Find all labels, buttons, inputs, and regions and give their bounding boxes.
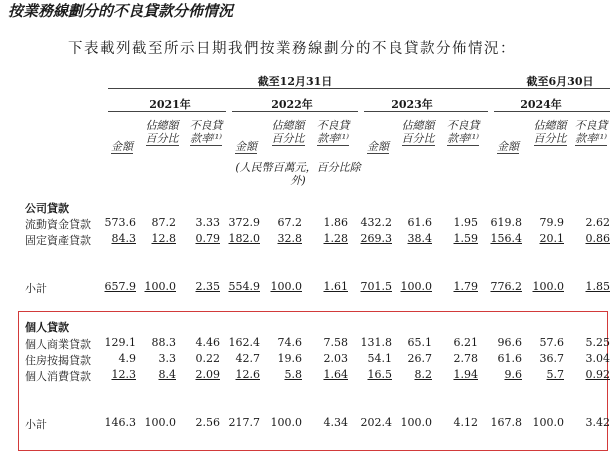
year-rule-2021 xyxy=(108,111,226,112)
row-label: 流動資金貸款 xyxy=(25,218,91,231)
table-cell: 19.6 xyxy=(277,352,302,365)
table-cell: 182.0 xyxy=(228,232,260,245)
table-cell: 217.7 xyxy=(228,416,260,429)
table-row xyxy=(0,232,615,246)
table-cell: 9.6 xyxy=(504,368,522,381)
row-label: 小計 xyxy=(25,282,47,295)
col-npl-2021: 不良貸 款率⁽¹⁾ xyxy=(189,119,223,145)
table-cell: 4.12 xyxy=(453,416,478,429)
personal-title: 個人貸款 xyxy=(25,321,69,334)
table-cell: 573.6 xyxy=(104,216,136,229)
row-label: 住房按揭貸款 xyxy=(25,354,91,367)
table-cell: 3.04 xyxy=(585,352,610,365)
table-cell: 88.3 xyxy=(151,336,176,349)
table-cell: 3.33 xyxy=(195,216,220,229)
table-cell: 32.8 xyxy=(277,232,302,245)
table-cell: 2.78 xyxy=(453,352,478,365)
table-cell: 100.0 xyxy=(144,280,176,293)
table-cell: 1.61 xyxy=(323,280,348,293)
col-amount-2021: 金額 xyxy=(111,140,133,153)
table-cell: 554.9 xyxy=(228,280,260,293)
year-2022: 2022年 xyxy=(271,98,313,111)
table-cell: 20.1 xyxy=(539,232,564,245)
header-dec31-rule xyxy=(108,88,498,89)
col-pct-2023: 佔總額 百分比 xyxy=(401,119,435,145)
table-cell: 38.4 xyxy=(407,232,432,245)
table-cell: 5.8 xyxy=(284,368,302,381)
table-cell: 776.2 xyxy=(490,280,522,293)
table-cell: 54.1 xyxy=(367,352,392,365)
col-amount-2022: 金額 xyxy=(235,140,257,153)
table-cell: 5.7 xyxy=(546,368,564,381)
table-cell: 129.1 xyxy=(104,336,136,349)
corporate-title: 公司貸款 xyxy=(25,202,69,215)
table-cell: 0.22 xyxy=(195,352,220,365)
table-cell: 1.95 xyxy=(453,216,478,229)
table-cell: 131.8 xyxy=(360,336,392,349)
table-cell: 61.6 xyxy=(497,352,522,365)
col-npl-2023: 不良貸 款率⁽¹⁾ xyxy=(446,119,480,145)
table-cell: 36.7 xyxy=(539,352,564,365)
table-cell: 146.3 xyxy=(104,416,136,429)
table-cell: 162.4 xyxy=(228,336,260,349)
year-rule-2022 xyxy=(232,111,358,112)
table-cell: 372.9 xyxy=(228,216,260,229)
table-cell: 432.2 xyxy=(360,216,392,229)
col-pct-2021: 佔總額 百分比 xyxy=(145,119,179,145)
table-cell: 2.56 xyxy=(195,416,220,429)
year-2024: 2024年 xyxy=(520,98,562,111)
table-cell: 0.92 xyxy=(585,368,610,381)
table-cell: 0.79 xyxy=(195,232,220,245)
row-label: 固定資產貸款 xyxy=(25,234,91,247)
table-cell: 16.5 xyxy=(367,368,392,381)
table-cell: 87.2 xyxy=(151,216,176,229)
table-cell: 2.09 xyxy=(195,368,220,381)
table-cell: 1.59 xyxy=(453,232,478,245)
table-cell: 2.03 xyxy=(323,352,348,365)
table-cell: 4.34 xyxy=(323,416,348,429)
col-npl-2024: 不良貸 款率⁽¹⁾ xyxy=(574,119,608,145)
table-cell: 2.62 xyxy=(585,216,610,229)
table-cell: 1.86 xyxy=(323,216,348,229)
table-cell: 100.0 xyxy=(400,416,432,429)
table-cell: 1.64 xyxy=(323,368,348,381)
table-cell: 1.79 xyxy=(453,280,478,293)
row-label: 個人商業貸款 xyxy=(25,338,91,351)
table-cell: 619.8 xyxy=(490,216,522,229)
table-cell: 100.0 xyxy=(532,416,564,429)
table-cell: 96.6 xyxy=(497,336,522,349)
table-cell: 100.0 xyxy=(532,280,564,293)
col-npl-2022: 不良貸 款率⁽¹⁾ xyxy=(316,119,350,145)
table-cell: 701.5 xyxy=(360,280,392,293)
table-cell: 3.3 xyxy=(158,352,176,365)
table-cell: 7.58 xyxy=(323,336,348,349)
table-cell: 42.7 xyxy=(235,352,260,365)
table-cell: 67.2 xyxy=(277,216,302,229)
table-cell: 6.21 xyxy=(453,336,478,349)
header-jun30: 截至6月30日 xyxy=(526,75,594,88)
row-label: 個人消費貸款 xyxy=(25,370,91,383)
table-cell: 57.6 xyxy=(539,336,564,349)
unit-note: (人民幣百萬元，百分比除外) xyxy=(235,161,361,187)
table-cell: 100.0 xyxy=(144,416,176,429)
table-cell: 84.3 xyxy=(111,232,136,245)
table-cell: 202.4 xyxy=(360,416,392,429)
intro-paragraph: 下表載列截至所示日期我們按業務線劃分的不良貸款分佈情況： xyxy=(68,41,516,57)
table-cell: 65.1 xyxy=(407,336,432,349)
table-cell: 12.6 xyxy=(235,368,260,381)
table-cell: 8.4 xyxy=(158,368,176,381)
col-pct-2024: 佔總額 百分比 xyxy=(533,119,567,145)
table-cell: 100.0 xyxy=(400,280,432,293)
header-dec31: 截至12月31日 xyxy=(257,75,333,88)
table-cell: 4.9 xyxy=(118,352,136,365)
table-cell: 12.8 xyxy=(151,232,176,245)
year-2023: 2023年 xyxy=(391,98,433,111)
table-cell: 4.46 xyxy=(195,336,220,349)
table-row xyxy=(0,336,615,350)
table-cell: 26.7 xyxy=(407,352,432,365)
table-cell: 74.6 xyxy=(277,336,302,349)
table-cell: 79.9 xyxy=(539,216,564,229)
table-row xyxy=(0,368,615,382)
table-cell: 269.3 xyxy=(360,232,392,245)
table-cell: 100.0 xyxy=(270,280,302,293)
year-rule-2024 xyxy=(494,111,610,112)
table-cell: 5.25 xyxy=(585,336,610,349)
header-jun30-rule xyxy=(492,88,610,89)
col-pct-2022: 佔總額 百分比 xyxy=(271,119,305,145)
year-rule-2023 xyxy=(364,111,488,112)
table-cell: 0.86 xyxy=(585,232,610,245)
table-cell: 3.42 xyxy=(585,416,610,429)
year-2021: 2021年 xyxy=(149,98,191,111)
table-cell: 167.8 xyxy=(490,416,522,429)
table-cell: 8.2 xyxy=(414,368,432,381)
table-row xyxy=(0,216,615,230)
table-cell: 657.9 xyxy=(104,280,136,293)
table-cell: 1.94 xyxy=(453,368,478,381)
table-cell: 100.0 xyxy=(270,416,302,429)
table-cell: 12.3 xyxy=(111,368,136,381)
table-cell: 2.35 xyxy=(195,280,220,293)
section-heading: 按業務線劃分的不良貸款分佈情況 xyxy=(8,2,234,20)
table-row xyxy=(0,352,615,366)
table-cell: 1.85 xyxy=(585,280,610,293)
table-row xyxy=(0,416,615,430)
table-cell: 156.4 xyxy=(490,232,522,245)
col-amount-2023: 金額 xyxy=(367,140,389,153)
table-row xyxy=(0,280,615,294)
table-cell: 1.28 xyxy=(323,232,348,245)
row-label: 小計 xyxy=(25,418,47,431)
table-cell: 61.6 xyxy=(407,216,432,229)
col-amount-2024: 金額 xyxy=(497,140,519,153)
